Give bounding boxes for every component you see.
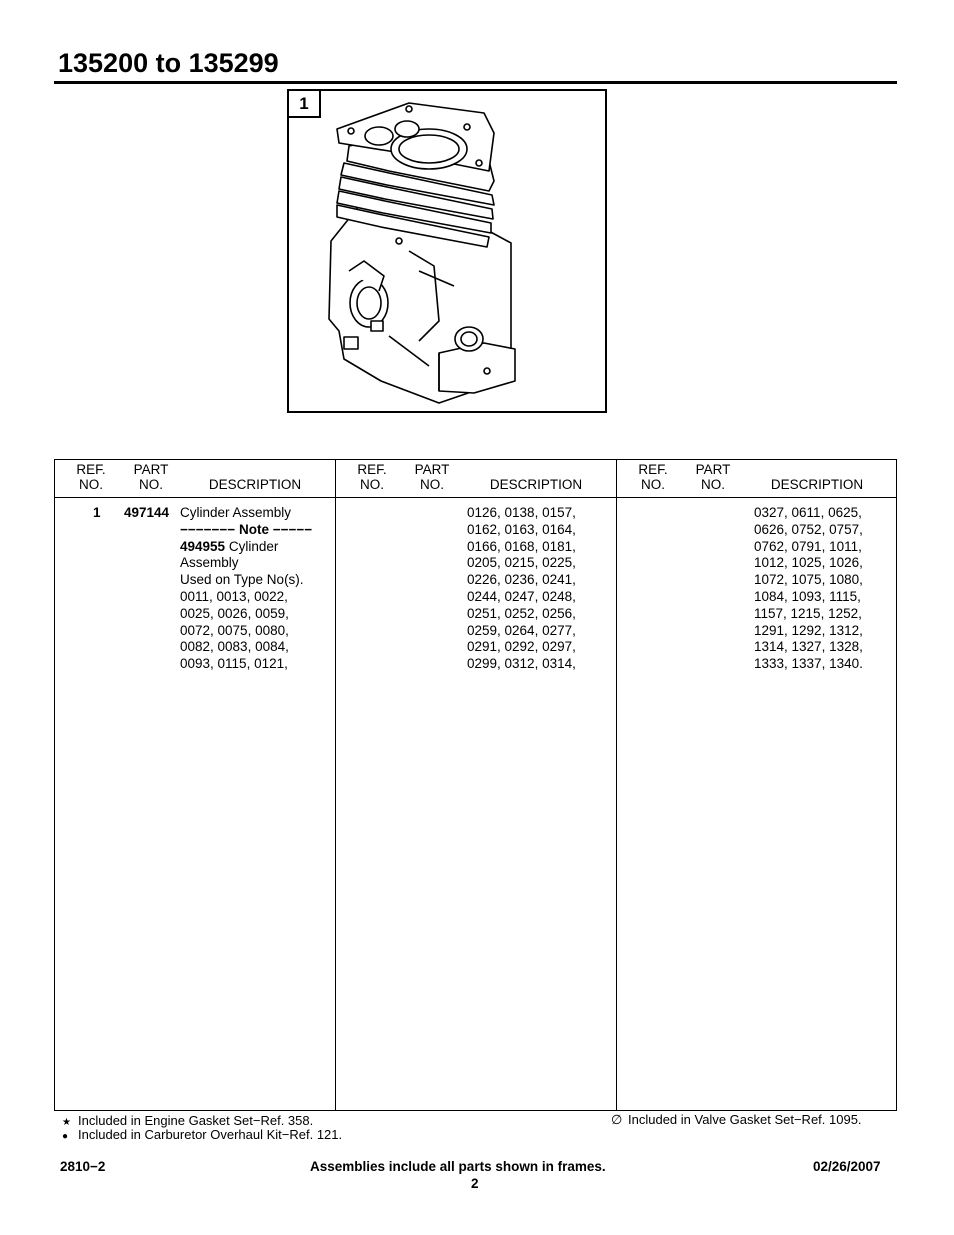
document-number: 2810−2 bbox=[60, 1159, 106, 1174]
column-header bbox=[336, 460, 616, 498]
part-header-line1: PART bbox=[695, 462, 731, 477]
type-numbers: 0025, 0026, 0059, bbox=[180, 605, 289, 621]
part-no-header bbox=[692, 462, 734, 492]
ref-header-line1: REF. bbox=[76, 462, 106, 477]
type-numbers: 0327, 0611, 0625, bbox=[754, 505, 862, 520]
note-dashes-right: −−−−− bbox=[272, 521, 313, 537]
type-numbers-continued bbox=[467, 505, 576, 673]
type-numbers: 1314, 1327, 1328, bbox=[754, 639, 863, 655]
type-numbers: 0072, 0075, 0080, bbox=[180, 622, 289, 638]
type-numbers: 0762, 0791, 1011, bbox=[754, 538, 862, 554]
star-icon: ★ bbox=[62, 1117, 71, 1128]
type-numbers: 0093, 0115, 0121, bbox=[180, 656, 288, 672]
legend-text: Included in Valve Gasket Set−Ref. 1095. bbox=[628, 1112, 862, 1127]
parts-column-2 bbox=[335, 460, 616, 1110]
part-no-header bbox=[411, 462, 453, 492]
note-dashes-left: −−−−−−− bbox=[180, 521, 236, 537]
note-label: Note bbox=[238, 521, 269, 537]
ref-number: 1 bbox=[93, 505, 101, 520]
part-header-line1: PART bbox=[414, 462, 450, 477]
legend-carburetor-kit bbox=[62, 1127, 342, 1142]
description-header: DESCRIPTION bbox=[770, 477, 864, 492]
parts-table bbox=[54, 459, 897, 1111]
type-numbers: 1084, 1093, 1115, bbox=[754, 588, 861, 604]
column-header bbox=[617, 460, 897, 498]
type-numbers: 0251, 0252, 0256, bbox=[467, 605, 576, 621]
type-numbers: 1333, 1337, 1340. bbox=[754, 656, 863, 672]
title-divider bbox=[54, 81, 897, 84]
parts-column-3 bbox=[616, 460, 897, 1110]
note-line bbox=[180, 522, 330, 539]
type-numbers: 0226, 0236, 0241, bbox=[467, 572, 576, 588]
column-header bbox=[55, 460, 335, 498]
type-numbers: 1157, 1215, 1252, bbox=[754, 605, 862, 621]
footer-note: Assemblies include all parts shown in frames. bbox=[310, 1159, 606, 1174]
alt-part-line bbox=[180, 539, 330, 556]
type-numbers: 0126, 0138, 0157, bbox=[467, 505, 576, 520]
legend-text: Included in Engine Gasket Set−Ref. 358. bbox=[78, 1113, 314, 1128]
type-numbers: 1012, 1025, 1026, bbox=[754, 555, 863, 571]
ref-header-line1: REF. bbox=[638, 462, 668, 477]
part-header-line1: PART bbox=[133, 462, 169, 477]
type-numbers: 1072, 1075, 1080, bbox=[754, 572, 863, 588]
type-numbers: 0011, 0013, 0022, bbox=[180, 588, 288, 604]
part-no-header bbox=[130, 462, 172, 492]
cylinder-assembly-illustration bbox=[289, 91, 605, 411]
page-title: 135200 to 135299 bbox=[58, 48, 279, 78]
part-header-line2: NO. bbox=[700, 477, 725, 492]
part-header-line2: NO. bbox=[138, 477, 163, 492]
part-number: 497144 bbox=[124, 505, 170, 520]
illustration-frame bbox=[287, 89, 607, 413]
parts-column-1 bbox=[55, 460, 335, 1110]
legend-valve-gasket bbox=[611, 1112, 862, 1128]
ref-no-header bbox=[635, 462, 671, 492]
type-numbers: 0291, 0292, 0297, bbox=[467, 639, 576, 655]
type-numbers-continued bbox=[754, 505, 863, 673]
description-header: DESCRIPTION bbox=[208, 477, 302, 492]
legend-engine-gasket bbox=[62, 1113, 313, 1128]
description-header: DESCRIPTION bbox=[489, 477, 583, 492]
ref-no-header bbox=[73, 462, 109, 492]
used-on-label: Used on Type No(s). bbox=[180, 572, 304, 588]
description-text: Cylinder Assembly bbox=[180, 505, 292, 520]
part-header-line2: NO. bbox=[419, 477, 444, 492]
type-numbers: 0299, 0312, 0314, bbox=[467, 656, 576, 672]
type-numbers: 0166, 0168, 0181, bbox=[467, 538, 576, 554]
type-numbers: 0205, 0215, 0225, bbox=[467, 555, 576, 571]
type-numbers: 1291, 1292, 1312, bbox=[754, 622, 863, 638]
ref-header-line2: NO. bbox=[359, 477, 384, 492]
legend-text: Included in Carburetor Overhaul Kit−Ref. 121. bbox=[78, 1127, 343, 1142]
empty-set-icon: ∅ bbox=[611, 1112, 623, 1127]
type-numbers: 0259, 0264, 0277, bbox=[467, 622, 576, 638]
alt-part-number: 494955 bbox=[180, 538, 226, 554]
document-date: 02/26/2007 bbox=[813, 1159, 881, 1174]
part-description bbox=[180, 505, 330, 673]
type-numbers: 0626, 0752, 0757, bbox=[754, 521, 863, 537]
ref-header-line2: NO. bbox=[78, 477, 103, 492]
frame-number-label: 1 bbox=[289, 91, 321, 118]
ref-no-header bbox=[354, 462, 390, 492]
bullet-icon: ● bbox=[62, 1131, 69, 1142]
type-numbers: 0082, 0083, 0084, bbox=[180, 639, 289, 655]
page-number: 2 bbox=[471, 1176, 479, 1191]
alt-part-desc-2: Assembly bbox=[180, 555, 239, 571]
ref-header-line1: REF. bbox=[357, 462, 387, 477]
type-numbers: 0244, 0247, 0248, bbox=[467, 588, 576, 604]
type-numbers: 0162, 0163, 0164, bbox=[467, 521, 576, 537]
alt-part-desc: Cylinder bbox=[228, 538, 279, 554]
ref-header-line2: NO. bbox=[640, 477, 665, 492]
